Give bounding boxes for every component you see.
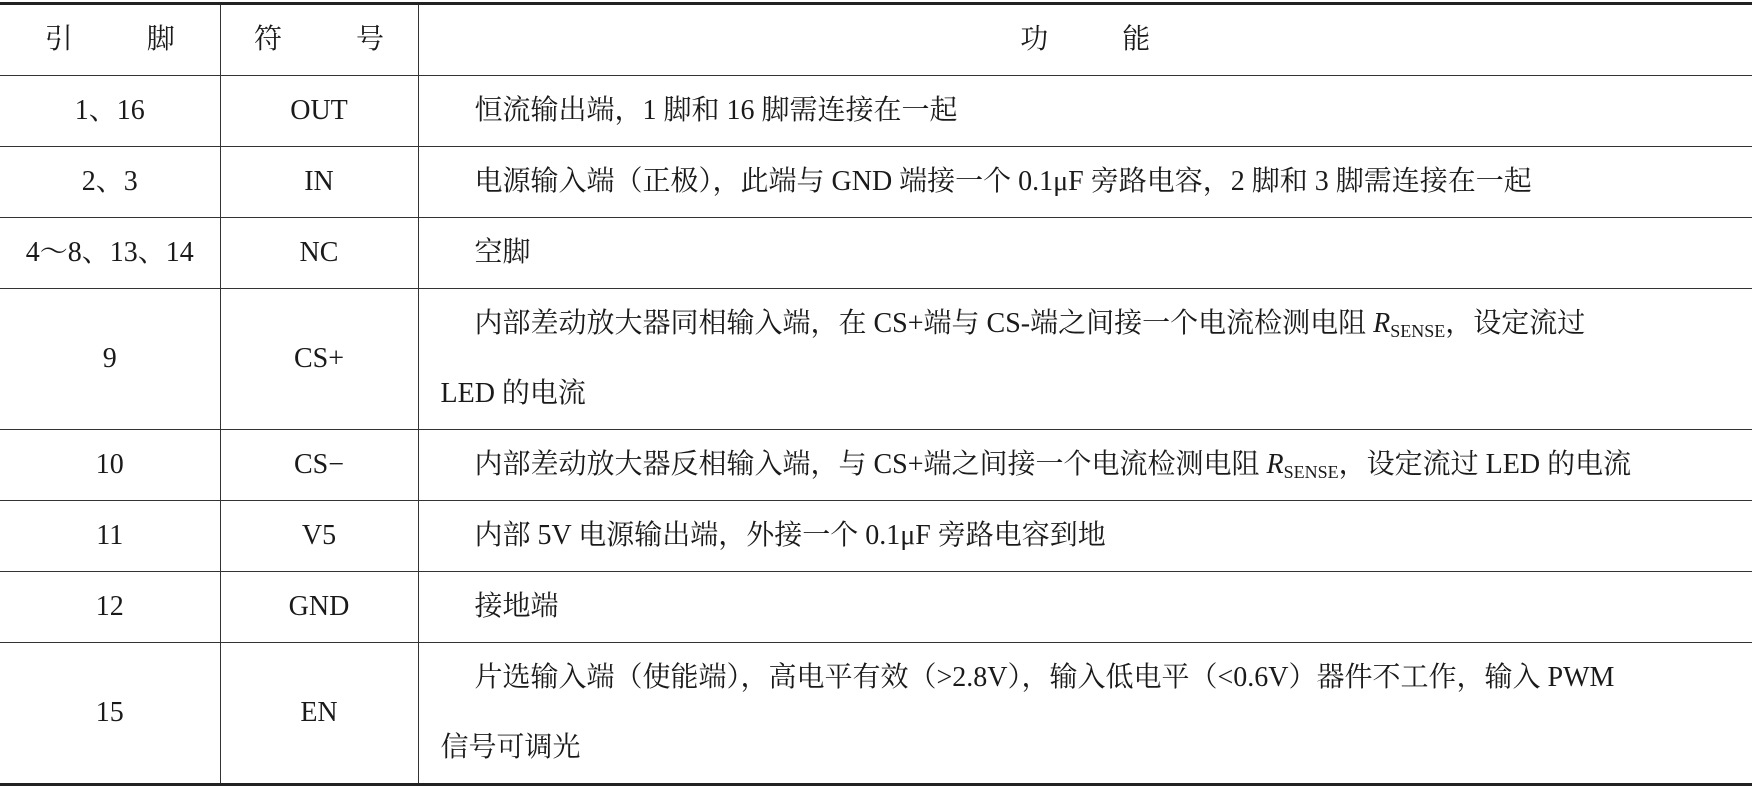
symbol-cell: CS− [220, 430, 418, 501]
pin-cell: 15 [0, 643, 220, 785]
pin-cell: 9 [0, 289, 220, 430]
table-row [0, 643, 1752, 785]
header-symbol: 符 号 [220, 4, 418, 76]
function-cell: 内部差动放大器同相输入端，在 CS+端与 CS-端之间接一个电流检测电阻 $R_{SENSE}$，设定流过 LED 的电流 [418, 289, 1752, 430]
table-row [0, 430, 1752, 501]
symbol-cell: NC [220, 218, 418, 289]
function-cell: 内部 5V 电源输出端，外接一个 0.1μF 旁路电容到地 [418, 501, 1752, 572]
symbol-cell: IN [220, 147, 418, 218]
pin-cell: 10 [0, 430, 220, 501]
table-row [0, 76, 1752, 147]
table-row [0, 501, 1752, 572]
function-cell: 接地端 [418, 572, 1752, 643]
table-row [0, 289, 1752, 430]
pin-cell: 12 [0, 572, 220, 643]
function-cell: 空脚 [418, 218, 1752, 289]
pin-cell: 1、16 [0, 76, 220, 147]
pin-cell: 2、3 [0, 147, 220, 218]
function-cell: 片选输入端（使能端），高电平有效（>2.8V），输入低电平（<0.6V）器件不工作，输入 PWM 信号可调光 [418, 643, 1752, 785]
symbol-cell: CS+ [220, 289, 418, 430]
header-function: 功 能 [418, 4, 1752, 76]
symbol-cell: GND [220, 572, 418, 643]
symbol-cell: V5 [220, 501, 418, 572]
function-cell: 内部差动放大器反相输入端，与 CS+端之间接一个电流检测电阻 $R_{SENSE}$，设定流过 LED 的电流 [418, 430, 1752, 501]
header-pin: 引 脚 [0, 4, 220, 76]
table-header-row [0, 4, 1752, 76]
table-row [0, 572, 1752, 643]
pin-cell: 11 [0, 501, 220, 572]
function-cell: 恒流输出端，1 脚和 16 脚需连接在一起 [418, 76, 1752, 147]
symbol-cell: OUT [220, 76, 418, 147]
pin-function-table [0, 2, 1752, 786]
pin-cell: 4～8、13、14 [0, 218, 220, 289]
table-row [0, 218, 1752, 289]
table-row [0, 147, 1752, 218]
function-cell: 电源输入端（正极），此端与 GND 端接一个 0.1μF 旁路电容，2 脚和 3 脚需连接在一起 [418, 147, 1752, 218]
symbol-cell: EN [220, 643, 418, 785]
